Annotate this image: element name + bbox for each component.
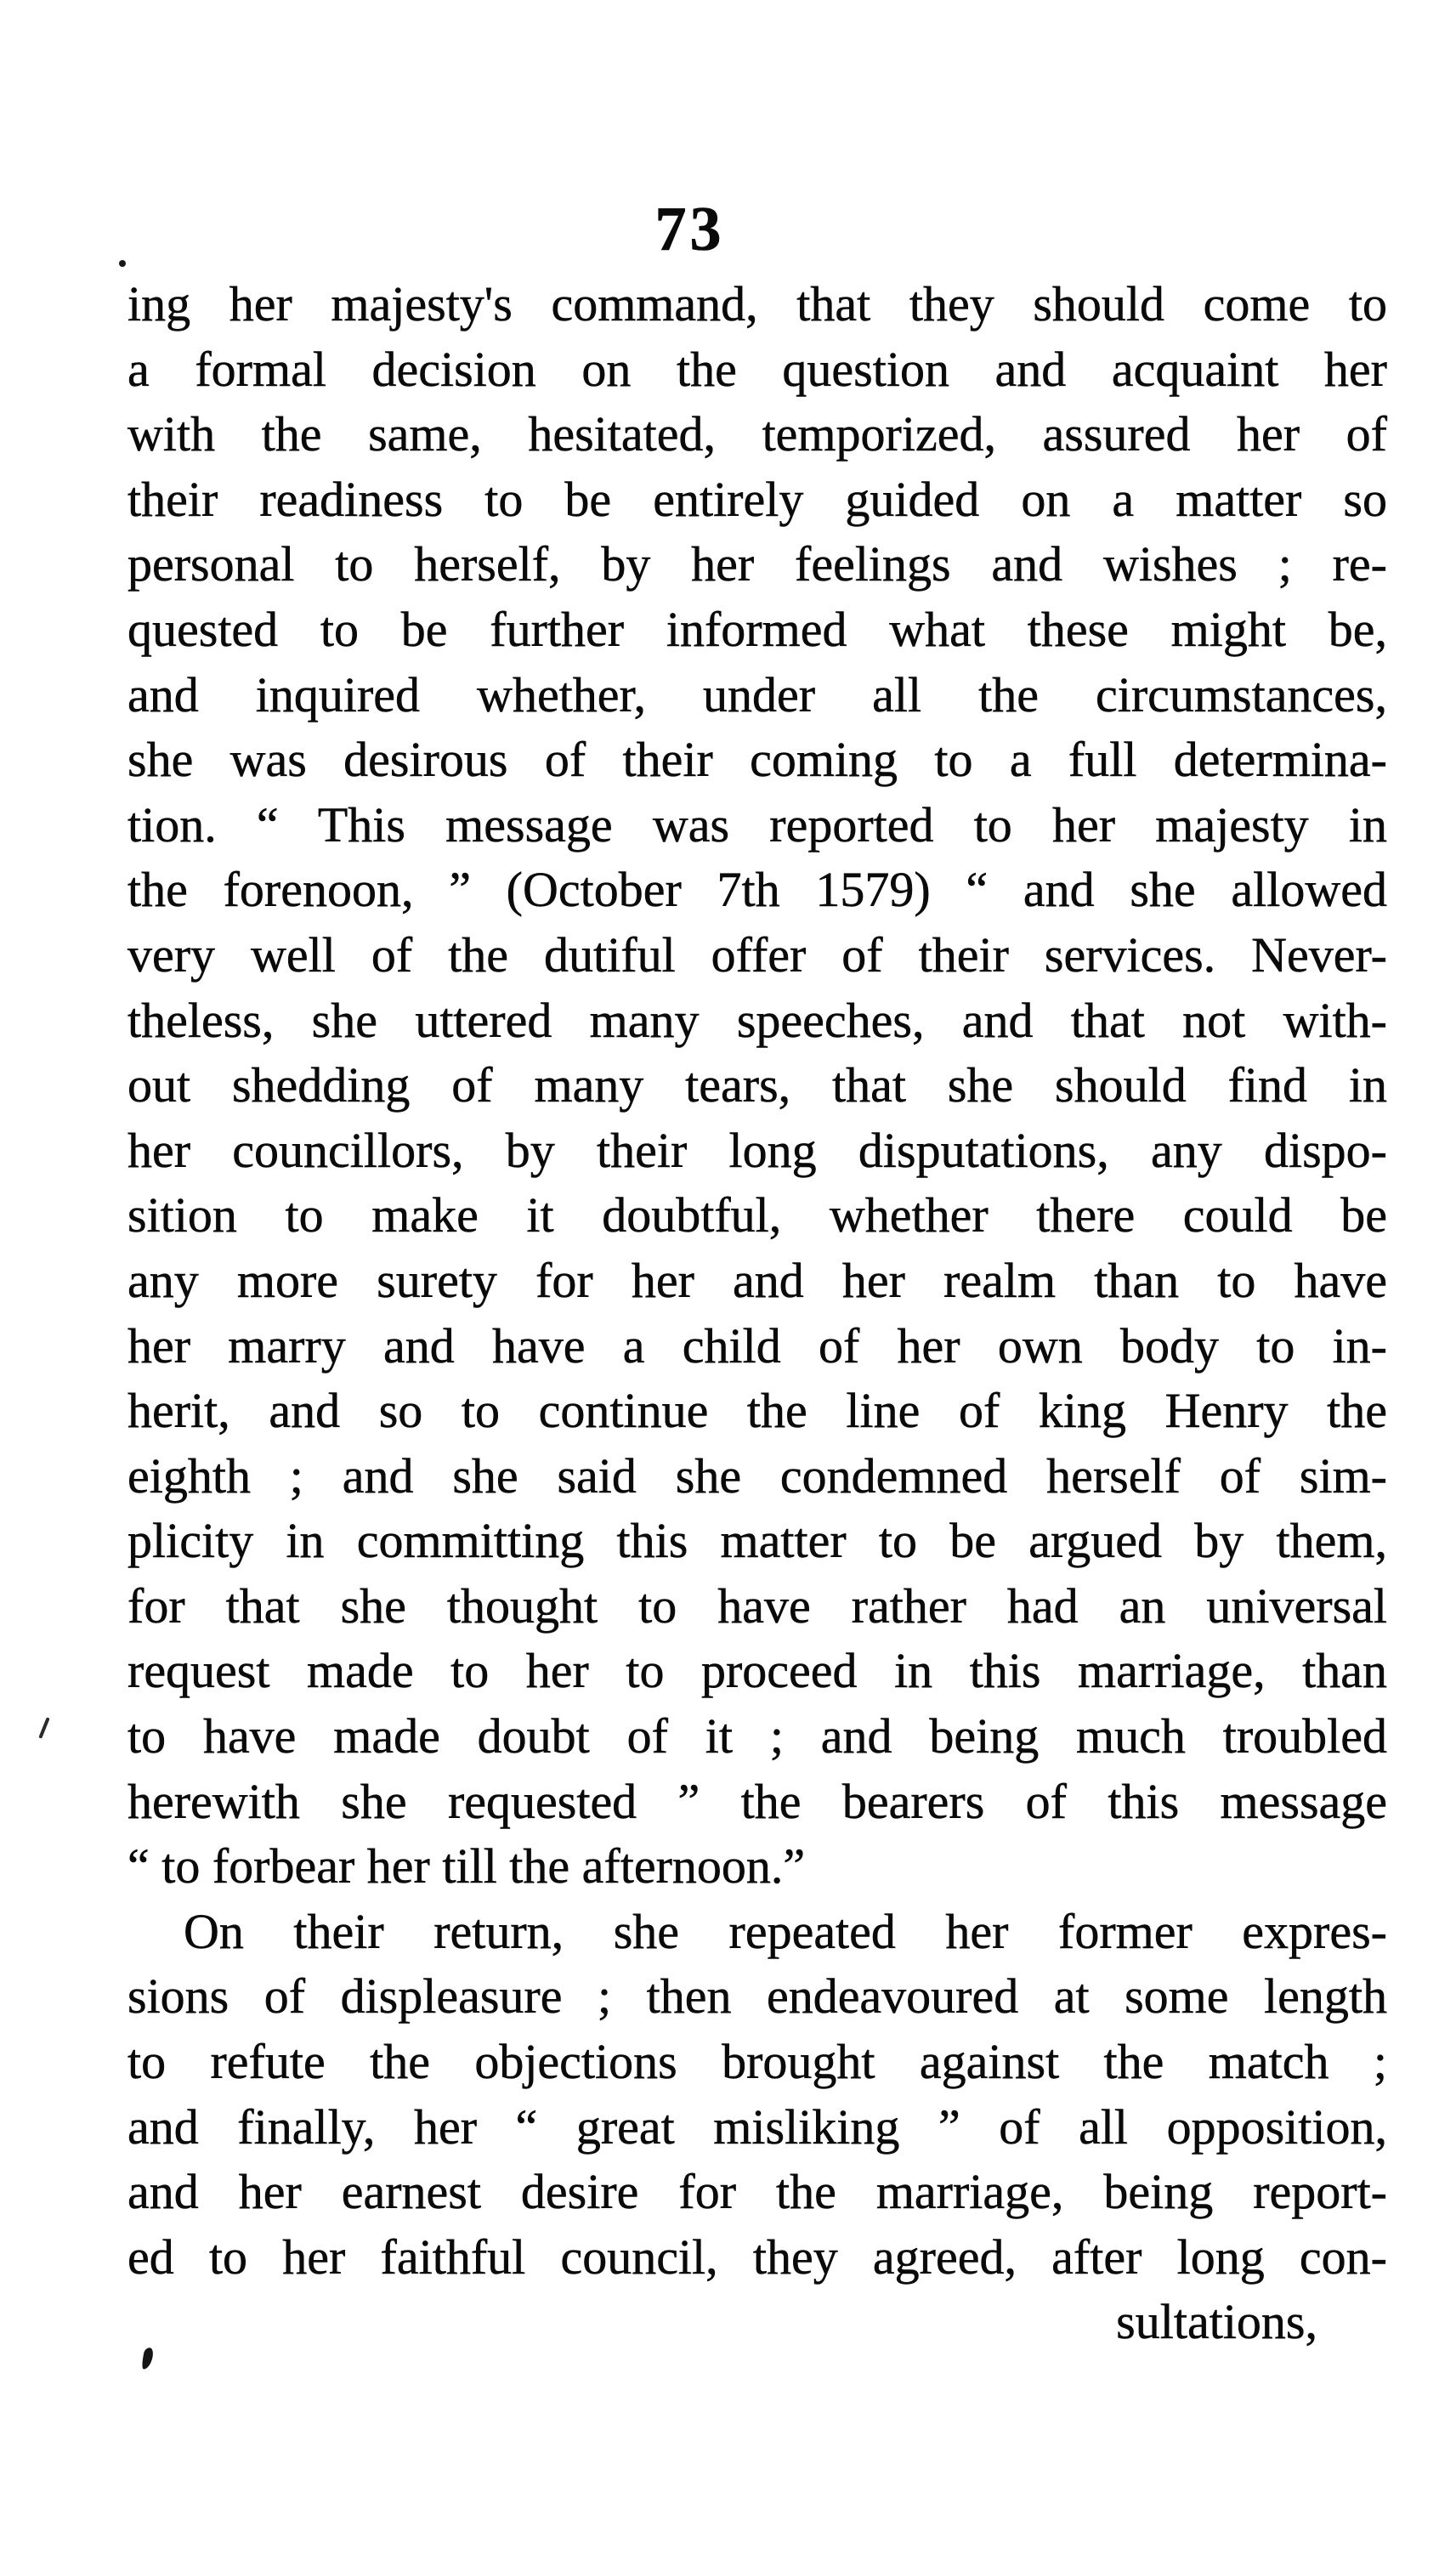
text-line: tion. “ This message was reported to her majesty in <box>127 796 1387 852</box>
text-line: plicity in committing this matter to be argued by them, <box>127 1513 1387 1569</box>
text-line: to have made doubt of it ; and being much troubled <box>127 1708 1387 1764</box>
text-line: “ to forbear her till the afternoon.” <box>127 1838 806 1895</box>
text-line: out shedding of many tears, that she should find in <box>127 1057 1387 1113</box>
text-line: for that she thought to have rather had an universal <box>127 1577 1387 1634</box>
text-line: personal to herself, by her feelings and wishes ; re- <box>127 536 1387 592</box>
text-line: On their return, she repeated her former expres- <box>184 1903 1387 1959</box>
text-line: request made to her to proceed in this marriage, than <box>127 1643 1387 1699</box>
text-line: and her earnest desire for the marriage, being report- <box>127 2164 1387 2220</box>
paragraph-1 <box>127 272 1387 1900</box>
catchword: sultations, <box>1116 2294 1317 2350</box>
text-line: any more surety for her and her realm than to have <box>127 1252 1387 1308</box>
text-line: herewith she requested ” the bearers of this message <box>127 1773 1387 1829</box>
text-line: she was desirous of their coming to a full determina- <box>127 732 1387 788</box>
page-number: 73 <box>654 195 725 264</box>
scan-artifact-stroke <box>38 1717 49 1739</box>
text-line: the forenoon, ” (October 7th 1579) “ and she allowed <box>127 862 1387 918</box>
text-line: herit, and so to continue the line of king Henry the <box>127 1383 1387 1439</box>
text-line: eighth ; and she said she condemned herself of sim- <box>127 1447 1387 1504</box>
text-line: sition to make it doubtful, whether there could be <box>127 1187 1387 1243</box>
text-block <box>127 272 1387 2355</box>
text-line: with the same, hesitated, temporized, assured her of <box>127 406 1387 462</box>
text-line: a formal decision on the question and acquaint her <box>127 341 1387 397</box>
text-line: theless, she uttered many speeches, and that not with- <box>127 992 1387 1048</box>
text-line: to refute the objections brought against the match ; <box>127 2034 1387 2090</box>
paragraph-2 <box>127 1900 1387 2291</box>
text-line: very well of the dutiful offer of their services. Never- <box>127 926 1387 983</box>
text-line: ing her majesty's command, that they should come to <box>127 276 1387 331</box>
text-line: her marry and have a child of her own body to in- <box>127 1317 1387 1373</box>
text-line: her councillors, by their long disputations, any dispo- <box>127 1122 1387 1178</box>
text-line: their readiness to be entirely guided on a matter so <box>127 471 1387 527</box>
text-line: sions of displeasure ; then endeavoured at some length <box>127 1968 1387 2025</box>
text-line: and finally, her “ great misliking ” of all opposition, <box>127 2098 1387 2155</box>
text-line: ed to her faithful council, they agreed, after long con- <box>127 2229 1387 2285</box>
scan-artifact-dot <box>119 260 126 267</box>
text-line: and inquired whether, under all the circumstances, <box>127 666 1387 722</box>
text-line: quested to be further informed what these might be, <box>127 601 1387 657</box>
